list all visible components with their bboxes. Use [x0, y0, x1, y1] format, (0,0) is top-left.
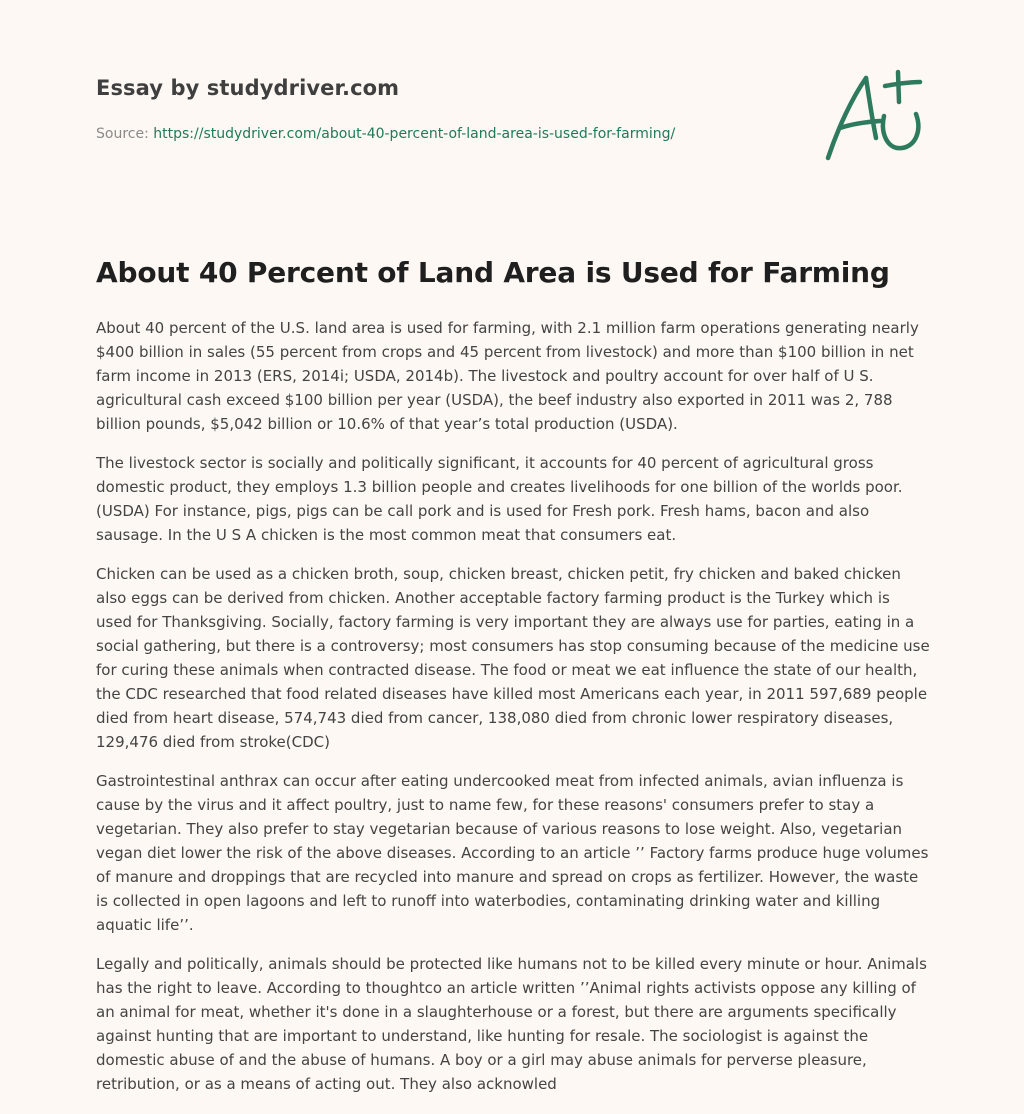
a-plus-logo-icon: [822, 66, 930, 166]
article-title: About 40 Percent of Land Area is Used for Farming: [96, 256, 890, 289]
paragraph-5: Legally and politically, animals should be protected like humans not to be killed every minute or hour. Animals has the right to leave. According to thoughtco an article written ’’Animal rights activists oppose any killing of an animal for meat, whether it's done in a slaughterhouse or a forest, but there are arguments specifically against hunting that are important to understand, like hunting for resale. The sociologist is against the domestic abuse of and the abuse of humans. A boy or a girl may abuse animals for perverse pleasure, retribution, or as a means of acting out. They also acknowled: [96, 955, 927, 1093]
paragraph-4: Gastrointestinal anthrax can occur after eating undercooked meat from infected animals, avian influenza is cause by the virus and it affect poultry, just to name few, for these reasons' consumers prefer to stay a vegetarian. They also prefer to stay vegetarian because of various reasons to lose weight. Also, vegetarian vegan diet lower the risk of the above diseases. According to an article ’’ Factory farms produce huge volumes of manure and droppings that are recycled into manure and spread on crops as fertilizer. However, the waste is collected in open lagoons and left to runoff into waterbodies, contaminating drinking water and killing aquatic life’’.: [96, 772, 929, 934]
source-label: Source:: [96, 126, 149, 142]
source-link[interactable]: https://studydriver.com/about-40-percent-of-land-area-is-used-for-farming/: [153, 126, 676, 142]
paragraph-1: About 40 percent of the U.S. land area is used for farming, with 2.1 million farm operations generating nearly $400 billion in sales (55 percent from crops and 45 percent from livestock) and more than $100 billion in net farm income in 2013 (ERS, 2014i; USDA, 2014b). The livestock and poultry account for over half of U S. agricultural cash exceed $100 billion per year (USDA), the beef industry also exported in 2011 was 2, 788 billion pounds, $5,042 billion or 10.6% of that year’s total production (USDA).: [96, 319, 919, 433]
paragraph-2: The livestock sector is socially and politically significant, it accounts for 40 percent of agricultural gross domestic product, they employs 1.3 billion people and creates livelihoods for one billion of the worlds poor.(USDA) For instance, pigs, pigs can be call pork and is used for Fresh pork. Fresh hams, bacon and also sausage. In the U S A chicken is the most common meat that consumers eat.: [96, 454, 903, 544]
page-header: [96, 76, 816, 142]
site-brand: Essay by studydriver.com: [96, 76, 400, 100]
paragraph-3: Chicken can be used as a chicken broth, soup, chicken breast, chicken petit, fry chicken and baked chicken also eggs can be derived from chicken. Another acceptable factory farming product is the Turkey which is used for Thanksgiving. Socially, factory farming is very important they are always use for parties, eating in a social gathering, but there is a controversy; most consumers has stop consuming because of the medicine use for curing these animals when contracted disease. The food or meat we eat influence the state of our health, the CDC researched that food related diseases have killed most Americans each year, in 2011 597,689 people died from heart disease, 574,743 died from cancer, 138,080 died from chronic lower respiratory diseases, 129,476 died from stroke(CDC): [96, 565, 930, 751]
article-body: [96, 316, 930, 1111]
source-line: [96, 126, 816, 142]
